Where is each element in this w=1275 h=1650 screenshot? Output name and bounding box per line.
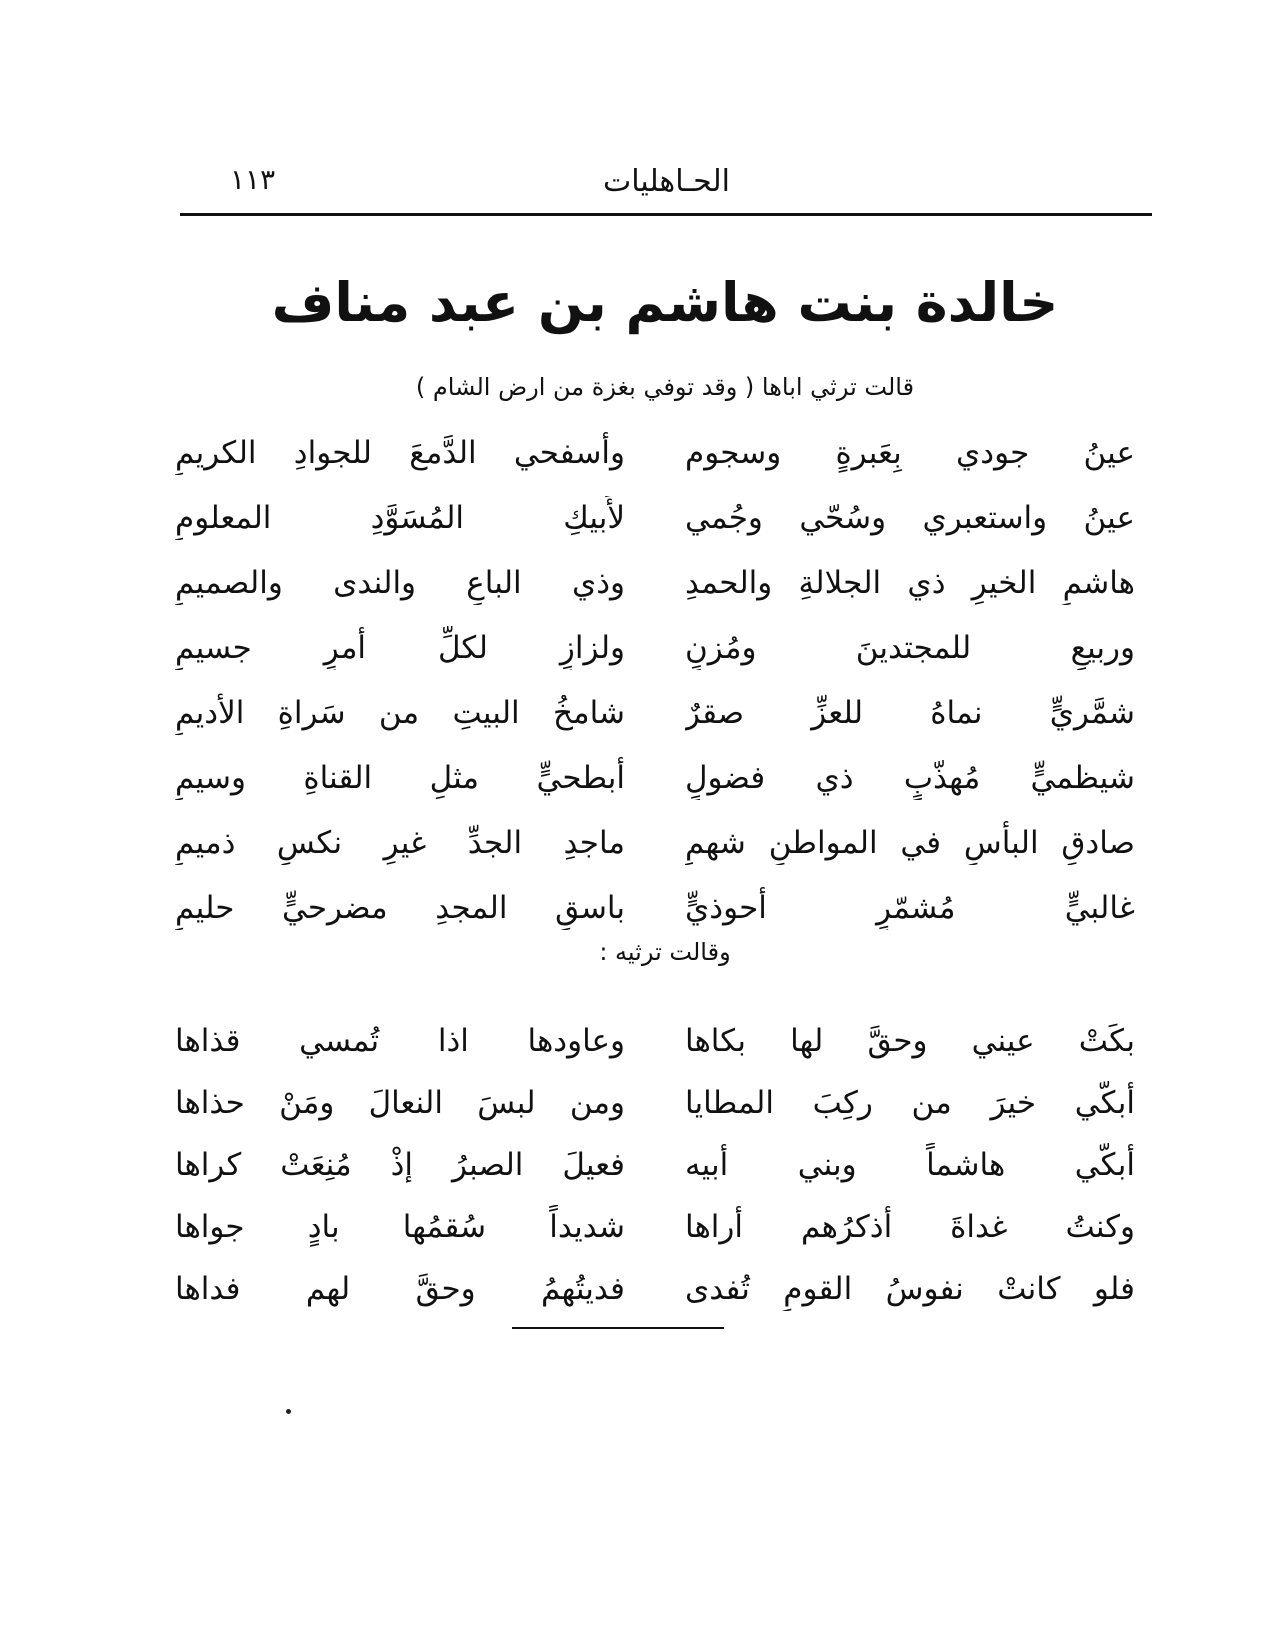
first-hemistich: هاشمِ الخيرِ ذي الجلالةِ والحمدِ — [685, 564, 1135, 601]
second-hemistich: ماجدِ الجدِّ غيرِ نكسٍ ذميمِ — [175, 824, 625, 861]
poem-title: خالدة بنت هاشم بن عبد مناف — [271, 271, 1059, 334]
first-hemistich: فلو كانتْ نفوسُ القومِ تُفدى — [685, 1271, 1135, 1307]
second-hemistich: وذي الباعِ والندى والصميمِ — [175, 564, 625, 601]
second-hemistich: ومن لبسَ النعالَ ومَنْ حذاها — [175, 1085, 625, 1121]
first-hemistich: أبكّي خيرَ من ركِبَ المطايا — [685, 1085, 1135, 1121]
first-hemistich: أبكّي هاشماً وبني أبيه — [685, 1147, 1135, 1183]
verse-line — [175, 550, 1135, 615]
first-poem — [175, 420, 1135, 940]
second-hemistich: أبطحيٍّ مثلِ القناةِ وسيمِ — [175, 759, 625, 796]
first-hemistich: بكَتْ عيني وحقَّ لها بكاها — [685, 1023, 1135, 1059]
running-header — [180, 160, 1150, 204]
verse-line — [175, 875, 1135, 940]
running-title: الحـاهليات — [603, 164, 730, 199]
first-hemistich: غالبيٍّ مُشمّرٍ أحوذيٍّ — [685, 889, 1135, 926]
second-hemistich: وأسفحي الدَّمعَ للجوادِ الكريمِ — [175, 434, 625, 471]
verse-line — [175, 1134, 1135, 1196]
second-hemistich: فديتُهمُ وحقَّ لهم فداها — [175, 1271, 625, 1307]
first-hemistich: شمَّريٍّ نماهُ للعزِّ صقرٌ — [685, 694, 1135, 731]
first-hemistich: شيظميٍّ مُهذّبٍ ذي فضولٍ — [685, 759, 1135, 796]
second-hemistich: لأَبيكِ المُسَوَّدِ المعلومِ — [175, 499, 625, 536]
second-hemistich: فعيلَ الصبرُ إذْ مُنِعَتْ كراها — [175, 1147, 625, 1183]
verse-line — [175, 1258, 1135, 1320]
end-rule — [512, 1327, 724, 1329]
second-hemistich: شديداً سُقمُها بادٍ جواها — [175, 1209, 625, 1245]
verse-line — [175, 810, 1135, 875]
verse-line — [175, 1010, 1135, 1072]
second-hemistich: وعاودها اذا تُمسي قذاها — [175, 1023, 625, 1059]
second-poem-intro: وقالت ترثيه : — [599, 938, 731, 966]
verse-line — [175, 420, 1135, 485]
verse-line — [175, 1196, 1135, 1258]
first-hemistich: صادقِ البأسِ في المواطنِ شهمٍ — [685, 824, 1135, 861]
verse-line — [175, 1072, 1135, 1134]
verse-line — [175, 615, 1135, 680]
page-number: ١١٣ — [230, 163, 276, 196]
verse-line — [175, 745, 1135, 810]
header-rule — [180, 213, 1152, 216]
verse-line — [175, 485, 1135, 550]
verse-line — [175, 680, 1135, 745]
second-hemistich: شامخُ البيتِ من سَراةِ الأديمِ — [175, 694, 625, 731]
second-hemistich: ولزازٍ لكلِّ أمرٍ جسيمِ — [175, 629, 625, 666]
first-hemistich: وكنتُ غداةَ أذكرُهم أراها — [685, 1209, 1135, 1245]
first-hemistich: وربيعٍ للمجتدينَ ومُزنٍ — [685, 629, 1135, 666]
first-hemistich: عينُ واستعبري وسُحّي وجُمي — [685, 499, 1135, 536]
poem-intro: قالت ترثي اباها ( وقد توفي بغزة من ارض الشام ) — [415, 373, 915, 401]
first-hemistich: عينُ جودي بِعَبرةٍ وسجوم — [685, 434, 1135, 471]
second-poem — [175, 1010, 1135, 1320]
second-hemistich: باسقِ المجدِ مضرحيٍّ حليمِ — [175, 889, 625, 926]
ink-speck — [286, 1409, 291, 1414]
